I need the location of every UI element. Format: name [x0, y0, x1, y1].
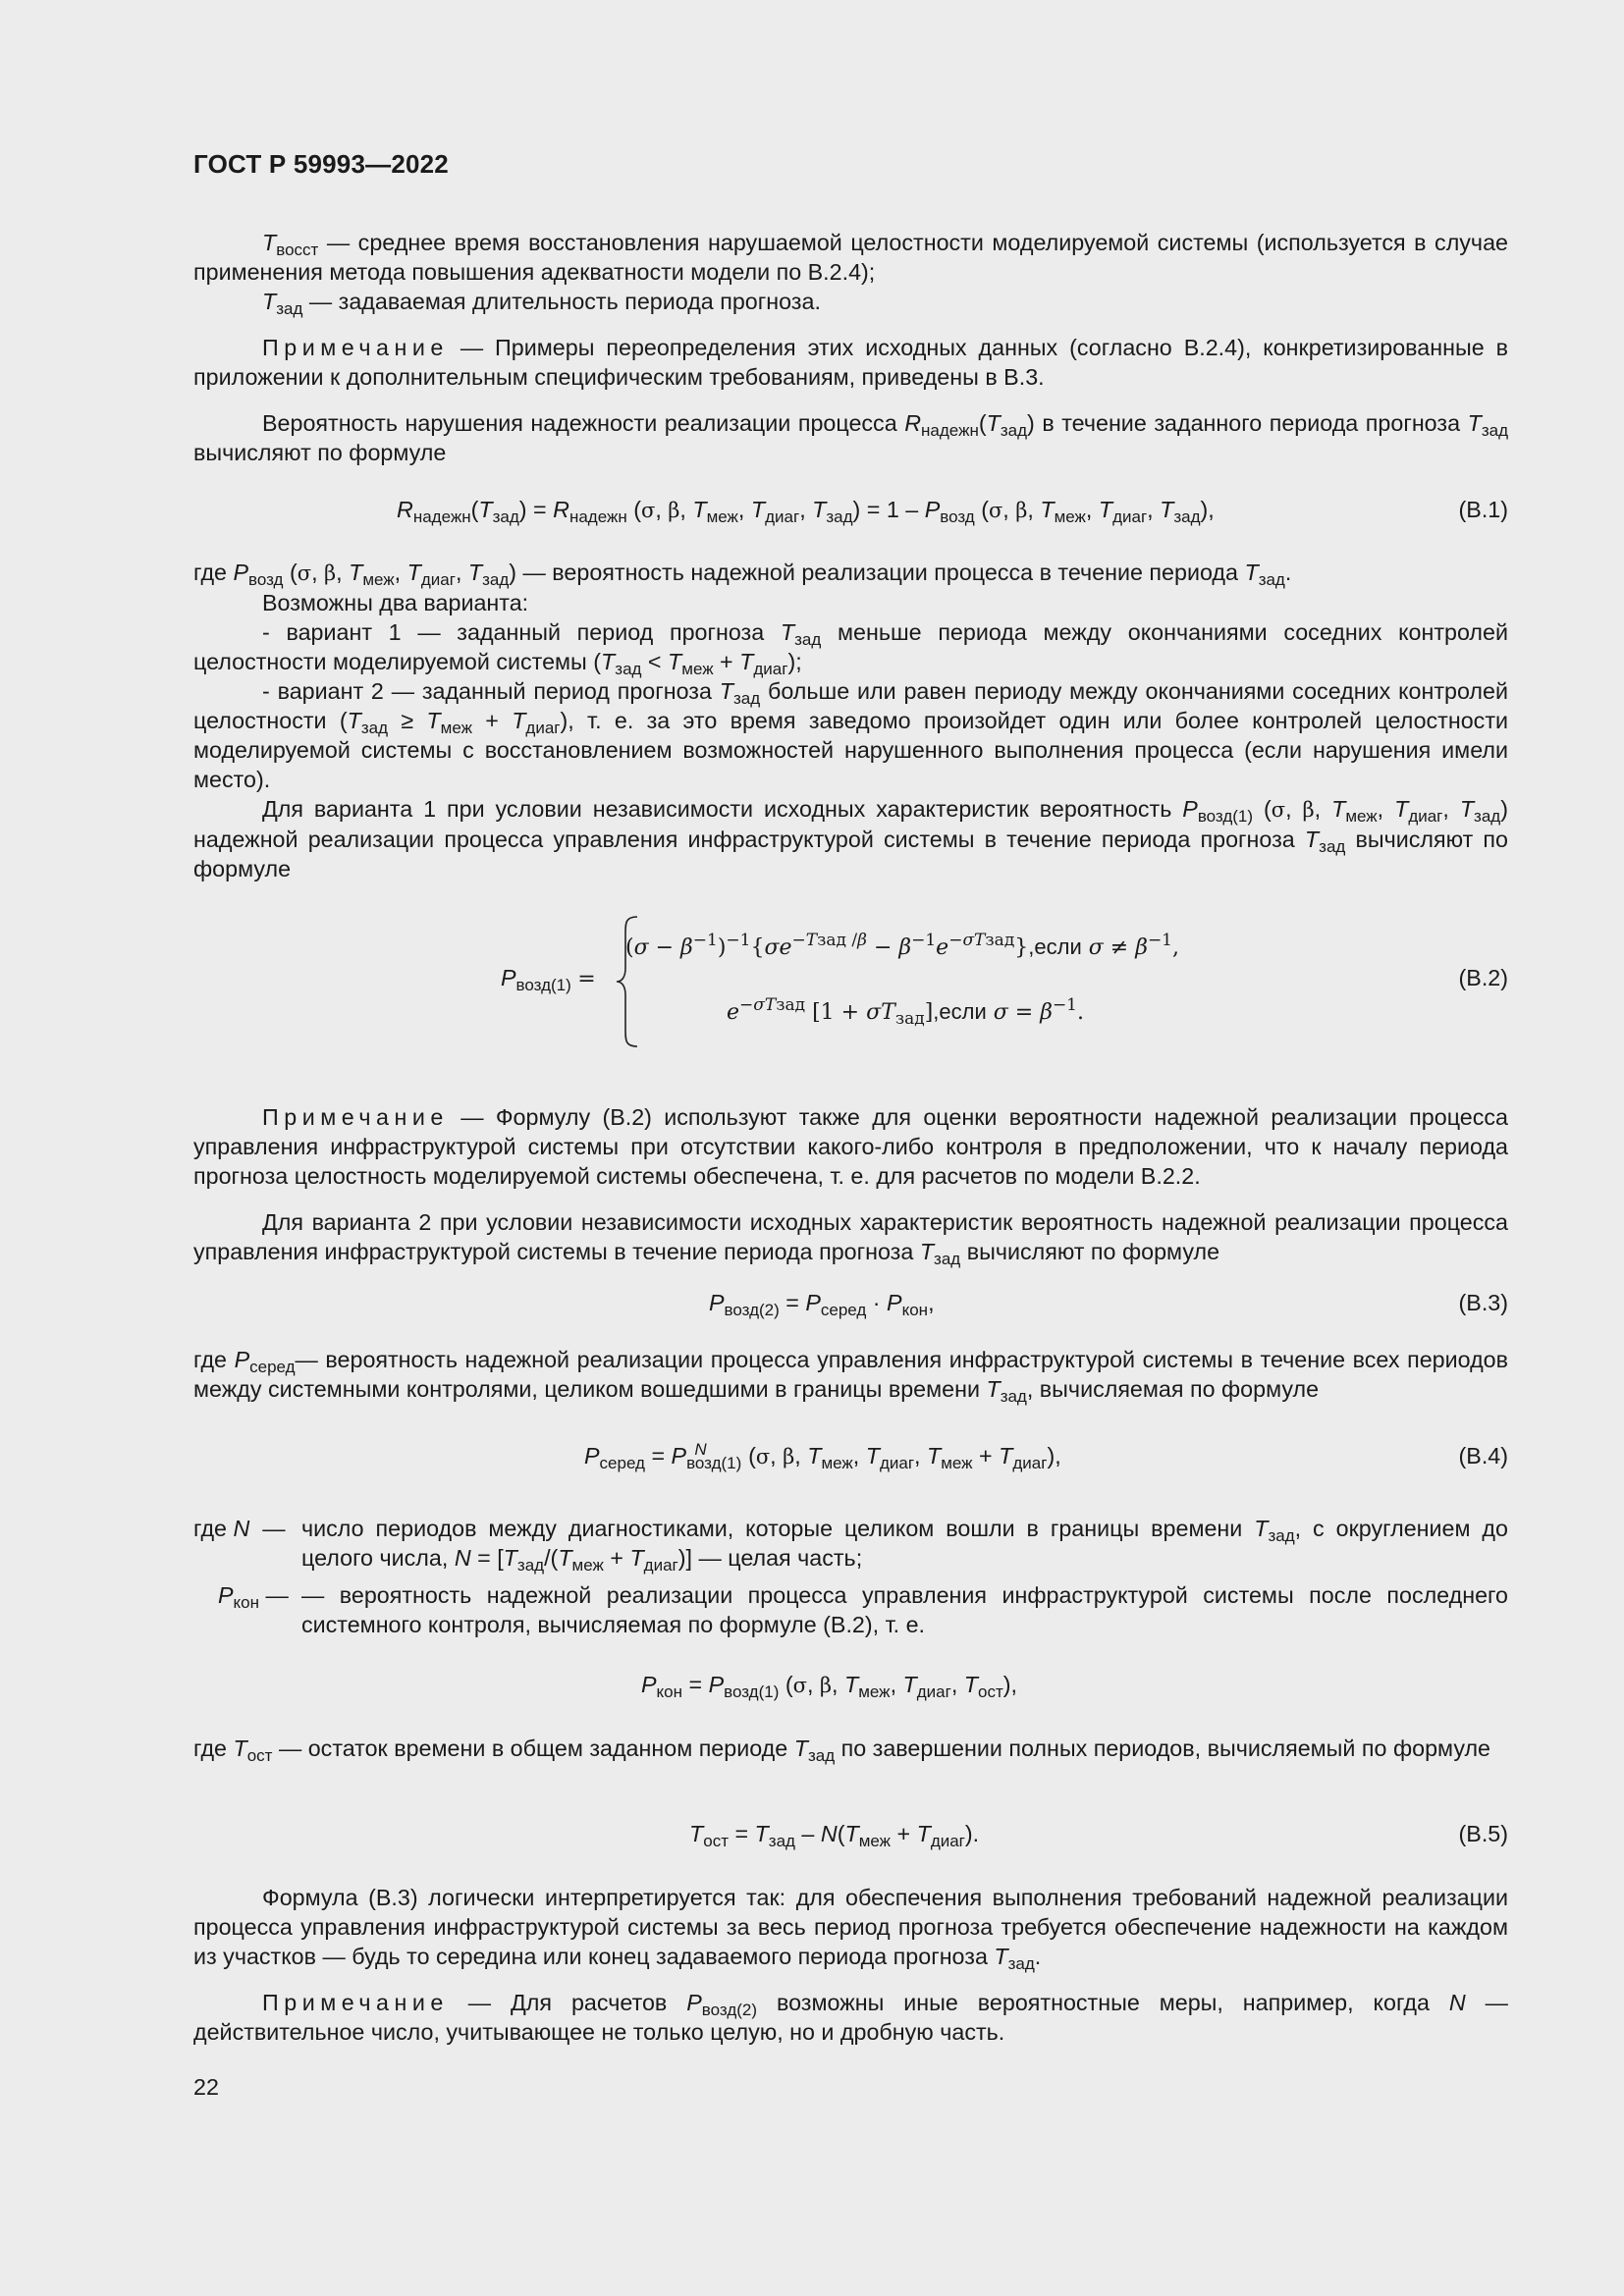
paragraph-variant-1: Для варианта 1 при условии независимости исходных характеристик вероятность $P_{возд(1)}$ (σ, β, $T_{меж}$, $T_{диаг}$, $T_{зад}$) надежной реализации процесса управления инфраструктурой системы в течение периода прогноза $T_{зад}$ вычисляют по формуле: [193, 796, 1508, 881]
definition-p-kon: $P_{кон}$ — — вероятность надежной реализации процесса управления инфраструктурой системы после последнего системного контроля, вычисляемая по формуле (В.2), т. е.: [218, 1582, 1508, 1637]
definition-t-zad: $T_{зад}$ — задаваемая длительность периода прогноза.: [262, 289, 821, 318]
variants-block: где $P_{возд}$ (σ, β, $T_{меж}$, $T_{диаг}$, $T_{зад}$) — вероятность надежной реализации процесса в течение периода $T_{зад}$. Возможны два варианта: - вариант 1 — заданный период прогноза $T_{зад}$ меньше периода между окончаниями соседних контролей целостности моделируемой системы $(T_{зад} < T_{меж} + T_{диаг})$; - вариант 2 — заданный период прогноза $T_{зад}$ больше или равен периоду между окончаниями соседних контролей целостности $(T_{зад} \ge T_{меж} + T_{диаг})$, т. е. за это время заведомо произойдет один или более контролей целостности моделируемой системы с восстановлением возможностей нарушенного выполнения процесса (если нарушения имели место). Для варианта 1 при условии независимости исходных характеристик вероятность $P_{возд(1)}$ (σ, β, $T_{меж}$, $T_{диаг}$, $T_{зад}$) надежной реализации процесса управления инфраструктурой системы в течение периода прогноза $T_{зад}$ вычисляют по формуле: [193, 560, 1508, 881]
formula-b5: $T_{ост} = T_{зад} - N(T_{меж} + T_{диаг})$. (В.5): [689, 1821, 1508, 1850]
page-number: 22: [193, 2074, 219, 2100]
equation-number-b1: (В.1): [1458, 497, 1508, 522]
note-label: Примечание: [262, 335, 449, 360]
formula-b4: $P_{серед} = P_{возд(1)}^N$ (σ, β, $T_{меж}$, $T_{диаг}$, $T_{меж} + T_{диаг}$), (В.4): [584, 1440, 1508, 1472]
equation-number-b2: (В.2): [1458, 965, 1508, 990]
where-b3: где $P_{серед}—$ вероятность надежной реализации процесса управления инфраструктурой системы в течение всех периодов между системными контролями, целиком вошедшими в границы времени $T_{зад}$, вычисляемая по формуле: [193, 1347, 1508, 1406]
variant-2: - вариант 2 — заданный период прогноза $T_{зад}$ больше или равен периоду между окончаниями соседних контролей целостности $(T_{зад} \ge T_{меж} + T_{диаг})$, т. е. за это время заведомо произойдет один или более контролей целостности моделируемой системы с восстановлением возможностей нарушенного выполнения процесса (если нарушения имели место).: [193, 678, 1508, 792]
paragraph-reliability: Вероятность нарушения надежности реализации процесса $R_{надежн}(T_{зад})$ в течение заданного периода прогноза $T_{зад}$ вычисляют по формуле: [193, 410, 1508, 465]
formula-p-kon: $P_{кон} = P_{возд(1)}$ (σ, β, $T_{меж}$, $T_{диаг}$, $T_{ост}$),: [641, 1672, 1017, 1701]
formula-b1: $R_{надежн}(T_{зад}) = R_{надежн}$ (σ, β, $T_{меж}$, $T_{диаг}$, $T_{зад}) = 1 - P_{возд}$ (σ, β, $T_{меж}$, $T_{диаг}$, $T_{зад}$), (В.1): [397, 497, 1508, 526]
note-2: Примечание — Формулу (В.2) используют также для оценки вероятности надежной реализации процесса управления инфраструктурой системы при отсутствии какого-либо контроля в предположении, что к началу периода прогноза целостность моделируемой системы обеспечена, т. е. для расчетов по модели В.2.2.: [193, 1104, 1508, 1189]
formula-b3: $P_{возд(2)} = P_{серед} \cdot P_{кон}$, (В.3): [709, 1290, 1508, 1319]
document-page: [193, 0, 1508, 2296]
definition-t-vosst: $T_{восст}$ — среднее время восстановления нарушаемой целостности моделируемой системы (используется в случае применения метода повышения адекватности модели по В.2.4);: [193, 230, 1508, 285]
note-1: Примечание — Примеры переопределения этих исходных данных (согласно В.2.4), конкретизированные в приложении к дополнительным специфическим требованиям, приведены в В.3.: [193, 335, 1508, 390]
where-b1: где $P_{возд}$ (σ, β, $T_{меж}$, $T_{диаг}$, $T_{зад}$) — вероятность надежной реализации процесса в течение периода $T_{зад}$.: [193, 560, 1292, 589]
page-header: ГОСТ Р 59993—2022: [193, 149, 449, 179]
note-3: Примечание — Для расчетов $P_{возд(2)}$ возможны иные вероятностные меры, например, когда N — действительное число, учитывающее не только целую, но и дробную часть.: [193, 1990, 1508, 2045]
definition-list: [193, 1514, 1508, 1639]
formula-b2: $P_{возд(1)}$ = $(\sigma - \beta^{-1})^{-1}\{\sigma e^{-Tзад /\beta}$ − $\beta^{-1}e^{-\sigma Tзад}\},если$ $\sigma \ne \beta^{-1}$, $e^{-\sigma Tзад}$ $[1 + \sigma T_{зад}],если$ $\sigma = \beta^{-1}$. (В.2): [193, 913, 1508, 1050]
definition-n: где N — число периодов между диагностиками, которые целиком вошли в границы времени $T_{зад}$, с округлением до целого числа, $N = [T_{зад}/(T_{меж} + T_{диаг})]$ — целая часть;: [193, 1516, 1508, 1575]
paragraph-interpretation: Формула (В.3) логически интерпретируется так: для обеспечения выполнения требований надежной реализации процесса управления инфраструктурой системы за весь период прогноза требуется обеспечение надежности на каждом из участков — будь то середина или конец задаваемого периода прогноза $T_{зад}$.: [193, 1885, 1508, 1973]
definitions-block: [193, 228, 1508, 316]
paragraph-variant-2: Для варианта 2 при условии независимости исходных характеристик вероятность надежной реализации процесса управления инфраструктурой системы в течение периода прогноза $T_{зад}$ вычисляют по формуле: [193, 1209, 1508, 1268]
brace-icon: [614, 913, 643, 1050]
variant-1: - вариант 1 — заданный период прогноза $T_{зад}$ меньше периода между окончаниями соседних контролей целостности моделируемой системы $(T_{зад} < T_{меж} + T_{диаг})$;: [193, 619, 1508, 678]
where-t-ost: где $T_{ост}$ — остаток времени в общем заданном периоде $T_{зад}$ по завершении полных периодов, вычисляемый по формуле: [193, 1735, 1490, 1765]
